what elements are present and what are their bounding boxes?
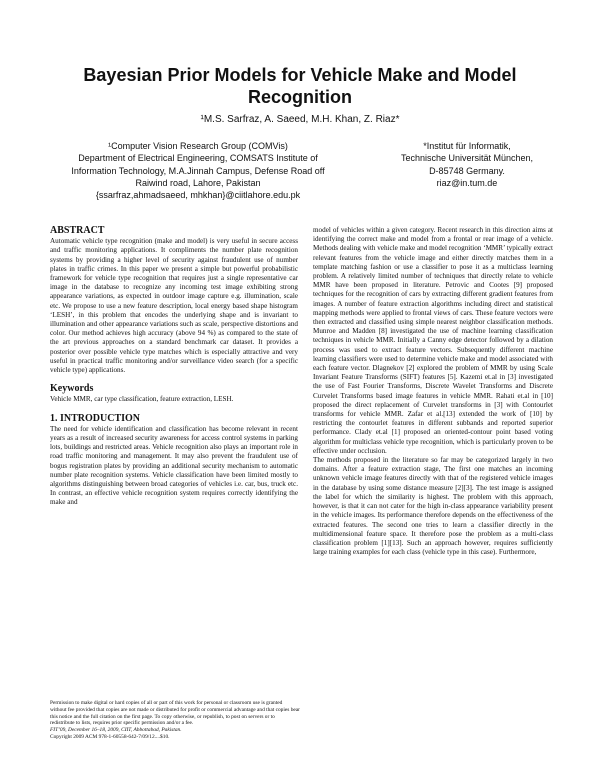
body-paragraph: The methods proposed in the literature so far may be categorized largely in two domains. After a feature extraction stage, The first one matches an incoming unknown vehicle image features directly with that of the registered vehicle images in the database by using some distance measure [2][3]. The test image is assigned the label for which the similarity is highest. The problem with this approach, however, is that it can not cater for the high in-class appearance variability present in the vehicle images. Its performance therefore depends on the effectiveness of the extracted features. The second one tries to learn a classifier directly in the multidimensional feature space. It therefore pose the problem as a multi-class classification problem [1][13]. Such an approach however, requires sufficiently large training examples for each class (vehicle type in this case). Furthermore, bbox=[313, 456, 553, 557]
permission-notice bbox=[50, 700, 300, 741]
keywords-heading: Keywords bbox=[50, 383, 94, 395]
affil-left-line: Raiwind road, Lahore, Pakistan bbox=[135, 177, 261, 188]
title-line-2: Recognition bbox=[248, 87, 352, 107]
body-paragraph: model of vehicles within a given category. Recent research in this direction aims at identifying the correct make and model from a frontal or rear image of a vehicle. Methods dealing with vehicle make and model recognition ‘MMR’ typically extract relevant features from the vehicle image and either directly matches them in a template matching fashion or use a classifier to pose it as a multiclass learning problem. A relatively limited number of techniques that directly relate to vehicle MMR have been proposed in literature. Petrovic and Cootes [9] proposed techniques for the recognition of cars by extracting different gradient features from images. A number of feature extraction algorithms including direct and statistical mapping methods were applied to frontal views of cars. These feature vectors were then extracted and classified using simple nearest neighbor classification methods. Munroe and Madden [8] investigated the use of machine learning classification techniques in vehicle MMR. Initially a Canny edge detector followed by a dilation process was used to extract feature vectors. Subsequently different machine learning classifiers were used to determine vehicle make and model associated with each feature vector. Dlagnekov [2] explored the problem of MMR by using Scale Invariant Feature Transforms (SIFT) features [5]. Kazemi et.al in [3] investigated the use of Fast Fourier Transforms, Discrete Wavelet Transforms and Discrete Curvelet Transforms based image features in vehicle MMR. Rahati et.al in [10] proposed the direct replacement of Curvelet transforms in [3] with Contourlet transforms for vehicle MMR. Zafar et al.[13] extended the work of [10] by restricting the contourlet features in different subbands and reported superior performance. Clady et.al [1] proposed an oriented-contour point based voting algorithm for multiclass vehicle type recognition, which is particularly proven to be effective under occlusion. bbox=[313, 226, 553, 455]
introduction-heading: 1. INTRODUCTION bbox=[50, 412, 141, 424]
abstract-heading: ABSTRACT bbox=[50, 225, 105, 236]
left-column bbox=[50, 226, 298, 508]
paper-title bbox=[40, 64, 560, 108]
copyright-text: Copyright 2009 ACM 978-1-60558-642-7/09/12....$10. bbox=[50, 733, 170, 740]
affil-right-line: Technische Universität München, bbox=[400, 153, 534, 164]
permission-text: Permission to make digital or hard copies of all or part of this work for personal or classroom use is granted without fee provided that copies are not made or distributed for profit or commercial advantage and that copies bear this notice and the full citation on the first page. To copy otherwise, or republish, to post on servers or to redistribute to lists, requires prior specific permission and/or a fee. bbox=[50, 700, 300, 727]
affil-right-line: D-85748 Germany. bbox=[429, 165, 505, 176]
affil-left-line: Information Technology, M.A.Jinnah Campus, Defense Road off bbox=[71, 165, 325, 176]
affil-right-line: *Institut für Informatik, bbox=[423, 141, 511, 151]
affil-right-email: riaz@in.tum.de bbox=[436, 177, 498, 188]
abstract-text: Automatic vehicle type recognition (make and model) is very useful in secure access and traffic monitoring applications. It compliments the number plate recognition systems by providing a higher level of security against fraudulent use of number plates in traffic crimes. In this paper we present a simple but powerful probabilistic framework for vehicle type recognition that requires just a single representative car image in the database to recognize any incoming test image exhibiting strong appearance variations, as expected in outdoor image capture e.g. illumination, scale etc. We propose to use a new feature description, local energy based shape histogram ‘LESH’, in this problem that encodes the underlying shape and is invariant to illumination and other appearance variations such as scale, perspective distortions and color. Our method achieves high accuracy (above 94 %) as compared to the state of the art previous approaches on a standard benchmark car dataset. It provides a posterior over possible vehicle type matches which is especially attractive and very useful in practical traffic monitoring and/or surveillance video search (for a specific vehicle type) applications. bbox=[50, 237, 298, 375]
affil-left-email: {ssarfraz,ahmadsaeed, mhkhan}@ciitlahore.edu.pk bbox=[95, 190, 301, 201]
affiliation-tum bbox=[372, 140, 562, 189]
affiliation-comvis bbox=[48, 140, 348, 201]
keywords-text: Vehicle MMR, car type classification, feature extraction, LESH. bbox=[50, 395, 234, 404]
venue-text: FIT’09, December 16–18, 2009, CIIT, Abbottabad, Pakistan. bbox=[50, 727, 182, 734]
author-list: ¹M.S. Sarfraz, A. Saeed, M.H. Khan, Z. Riaz* bbox=[200, 114, 400, 125]
introduction-text: The need for vehicle identification and classification has become relevant in recent years as a result of increased security awareness for access control systems in parking lots, buildings and restricted areas. Vehicle recognition also plays an important role in road traffic monitoring and management. It may also prevent the fraudulent use of bogus registration plates by providing an additional security mechanism to automatic number plate recognition systems. Vehicle classification have been limited mostly to algorithms distinguishing between broad categories of vehicles i.e. car, bus, truck etc. In contrast, an effective vehicle recognition system requires correctly identifying the make and bbox=[50, 424, 298, 507]
affil-left-line: Department of Electrical Engineering, COMSATS Institute of bbox=[78, 153, 318, 164]
title-line-1: Bayesian Prior Models for Vehicle Make and Model bbox=[83, 65, 517, 85]
affil-left-line: ¹Computer Vision Research Group (COMVis) bbox=[108, 141, 288, 151]
right-column bbox=[313, 226, 553, 557]
